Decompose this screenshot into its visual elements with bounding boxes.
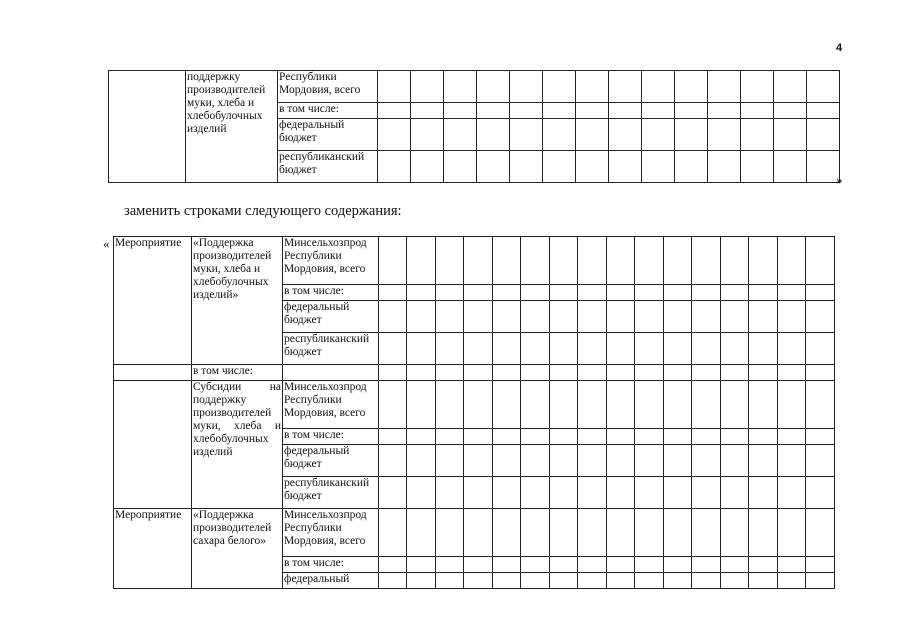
table-new-rows: [113, 236, 835, 589]
table-row: [114, 365, 835, 381]
executor-cell: Республики Мордовия, всего: [278, 71, 378, 103]
executor-cell: в том числе:: [278, 103, 378, 119]
executor-cell: в том числе:: [283, 429, 379, 445]
event-name-cell: «Поддержка производителей сахара белого»: [192, 509, 283, 589]
table-old-rows: [108, 70, 840, 183]
empty-cell: [109, 71, 186, 183]
opening-quote: «: [103, 236, 110, 251]
event-name-cell: «Поддержка производителей муки, хлеба и хлебобулочных изделий»: [192, 237, 283, 365]
event-name-cell: Субсидии на поддержку производителей муки, хлеба и хлебобулочных изделий: [192, 381, 283, 509]
instruction-text: заменить строками следующего содержания:: [124, 203, 402, 219]
table-row: [114, 381, 835, 429]
executor-cell: Минсельхозпрод Республики Мордовия, всего: [283, 509, 379, 557]
measure-type-cell: Мероприятие: [114, 237, 192, 365]
executor-cell: в том числе:: [283, 557, 379, 573]
closing-quote: »: [836, 172, 843, 187]
table-row: [114, 237, 835, 285]
table-row: [109, 71, 840, 103]
including-cell: в том числе:: [192, 365, 283, 381]
executor-cell: республиканский бюджет: [283, 333, 379, 365]
executor-cell: республиканский бюджет: [283, 477, 379, 509]
executor-cell: федеральный бюджет: [283, 445, 379, 477]
executor-cell: республиканский бюджет: [278, 151, 378, 183]
executor-cell: федеральный бюджет: [278, 119, 378, 151]
executor-cell: Минсельхозпрод Республики Мордовия, всего: [283, 381, 379, 429]
executor-cell: в том числе:: [283, 285, 379, 301]
executor-cell: федеральный бюджет: [283, 301, 379, 333]
event-name-cell: поддержку производителей муки, хлеба и хлебобулочных изделий: [186, 71, 278, 183]
measure-type-cell: Мероприятие: [114, 509, 192, 589]
executor-cell: федеральный: [283, 573, 379, 589]
executor-cell: Минсельхозпрод Республики Мордовия, всего: [283, 237, 379, 285]
table-row: [114, 509, 835, 557]
page-number: 4: [836, 42, 843, 54]
